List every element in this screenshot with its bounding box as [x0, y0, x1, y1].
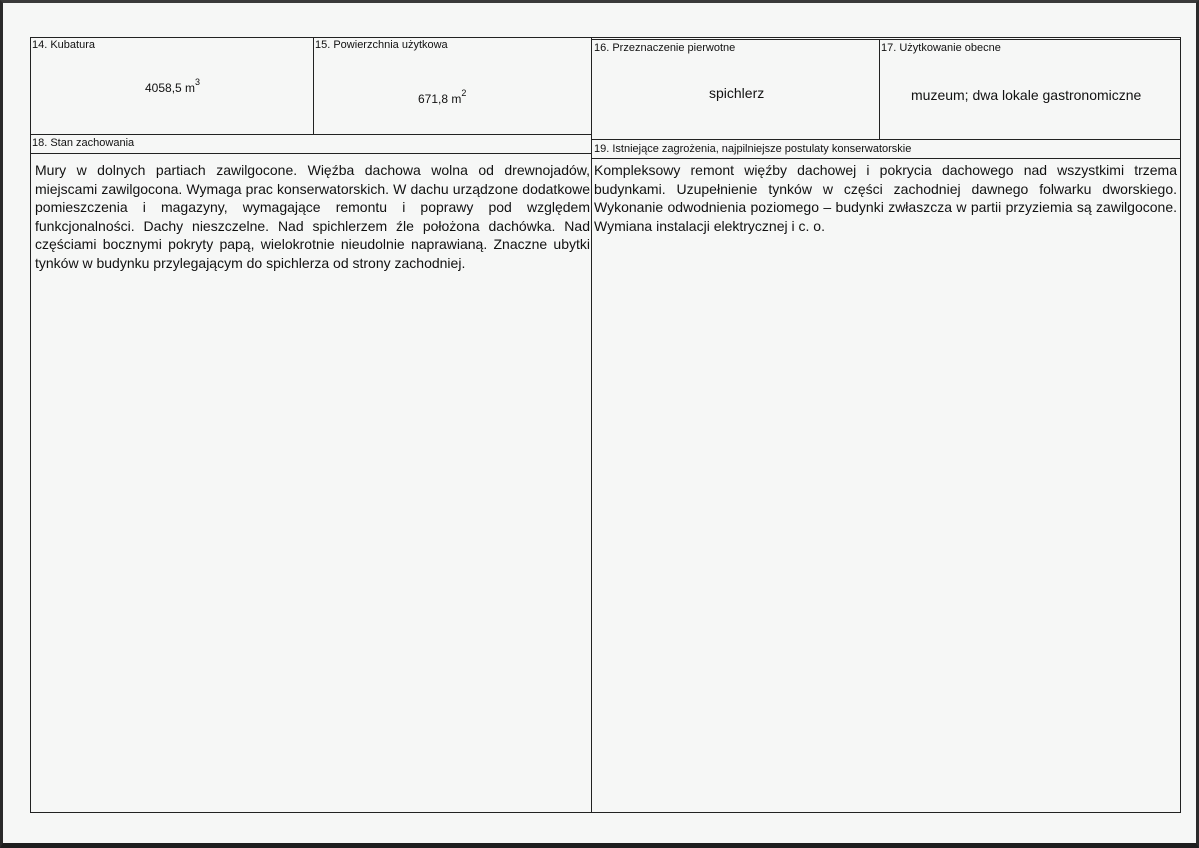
table-border: [592, 139, 1181, 140]
table-border: [1180, 37, 1181, 813]
kubatura-label: 14. Kubatura: [32, 39, 95, 51]
uzytkowanie-value: muzeum; dwa lokale gastronomiczne: [911, 87, 1142, 103]
table-border: [30, 812, 1181, 813]
table-border: [591, 37, 592, 813]
table-border: [879, 39, 880, 140]
table-border: [30, 37, 1181, 38]
przeznaczenie-label: 16. Przeznaczenie pierwotne: [594, 42, 736, 54]
powierzchnia-value: [418, 88, 467, 106]
table-border: [30, 153, 592, 154]
powierzchnia-number: 671,8 m: [418, 92, 462, 106]
stan-text: Mury w dolnych partiach zawilgocone. Więźba dachowa wolna od drewnojadów, miejscami zawilgocona. Wymaga prac konserwatorskich. W dachu urządzone dodatkowe pomieszczenia i magazyny, wymagające remontu i poprawy pod względem funkcjonalności. Dachy nieszczelne. Nad spichlerzem źle położona dachówka. Nad częściami bocznymi pokryty papą, wielokrotnie nieudolnie naprawianą. Znaczne ubytki tynków w budynku przylegającym do spichlerza od strony zachodniej.: [35, 162, 590, 271]
table-border: [313, 37, 314, 135]
zagrozenia-text: Kompleksowy remont więźby dachowej i pokrycia dachowego nad wszystkimi trzema budynkami. Uzupełnienie tynków w części zachodniej dawnego folwarku dworskiego. Wykonanie odwodnienia poziomego – budynki zwłaszcza w partii przyziemia są zawilgocone. Wymiana instalacji elektrycznej i c. o.: [594, 162, 1177, 234]
table-border: [30, 134, 592, 135]
uzytkowanie-label: 17. Użytkowanie obecne: [881, 42, 1001, 54]
przeznaczenie-value: spichlerz: [709, 85, 765, 101]
powierzchnia-label: 15. Powierzchnia użytkowa: [315, 39, 448, 51]
table-border: [592, 158, 1181, 159]
document-sheet: [3, 3, 1196, 843]
zagrozenia-label: 19. Istniejące zagrożenia, najpilniejsze postulaty konserwatorskie: [594, 143, 912, 155]
table-border: [30, 37, 31, 813]
kubatura-number: 4058,5 m: [145, 81, 196, 95]
kubatura-value: [145, 77, 201, 95]
kubatura-exponent: 3: [195, 77, 201, 87]
powierzchnia-exponent: 2: [461, 88, 467, 98]
table-border: [592, 39, 1181, 40]
stan-label: 18. Stan zachowania: [32, 137, 135, 149]
